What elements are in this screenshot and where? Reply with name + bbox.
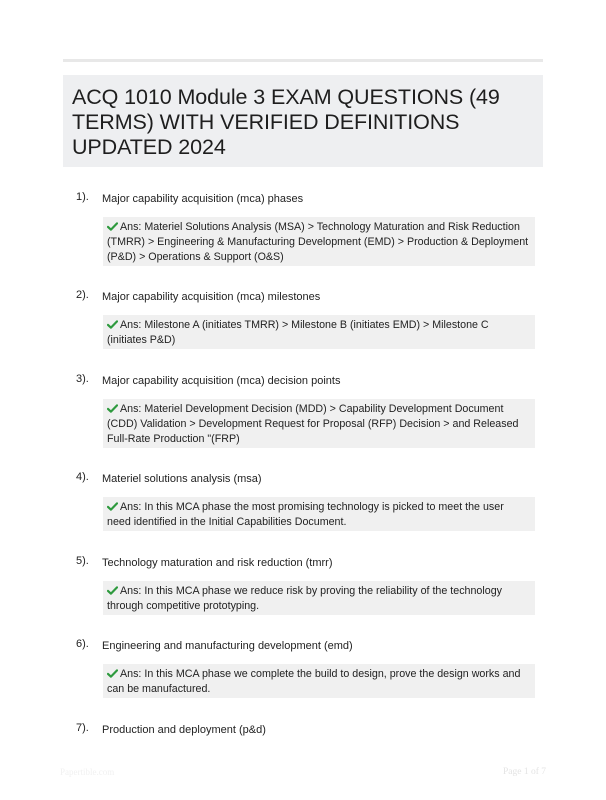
answer-box <box>103 664 535 698</box>
check-icon <box>107 586 118 595</box>
check-icon <box>107 320 118 329</box>
question-number: 5). <box>76 555 89 567</box>
footer-watermark: Papertible.com <box>60 767 115 777</box>
answer-text: Ans: In this MCA phase the most promising technology is picked to meet the user need identified in the Initial Capabilities Document. <box>107 501 504 528</box>
question-text: Materiel solutions analysis (msa) <box>102 473 262 485</box>
answer-text: Ans: Materiel Development Decision (MDD) > Capability Development Document (CDD) Validation > Development Request for Proposal (RFP) Decision > and Released Full-Rate Production "(FRP) <box>107 403 519 445</box>
check-icon <box>107 502 118 511</box>
answer-box <box>103 217 535 266</box>
answer-box <box>103 497 535 531</box>
answer-text: Ans: In this MCA phase we reduce risk by proving the reliability of the technology through competitive prototyping. <box>107 585 502 612</box>
check-icon <box>107 222 118 231</box>
check-icon <box>107 404 118 413</box>
question-number: 7). <box>76 722 89 734</box>
question-text: Technology maturation and risk reduction (tmrr) <box>102 557 333 569</box>
question-text: Major capability acquisition (mca) phases <box>102 193 304 205</box>
page-number: Page 1 of 7 <box>503 767 547 777</box>
question-number: 3). <box>76 373 89 385</box>
document-title: ACQ 1010 Module 3 EXAM QUESTIONS (49 TERMS) WITH VERIFIED DEFINITIONS UPDATED 2024 <box>72 85 500 159</box>
answer-text: Ans: Milestone A (initiates TMRR) > Milestone B (initiates EMD) > Milestone C (initiates P&D) <box>107 319 489 346</box>
answer-box <box>103 399 535 448</box>
check-icon <box>107 669 118 678</box>
question-number: 1). <box>76 191 89 203</box>
question-text: Major capability acquisition (mca) milestones <box>102 291 321 303</box>
question-text: Engineering and manufacturing development (emd) <box>102 640 353 652</box>
answer-text: Ans: Materiel Solutions Analysis (MSA) > Technology Maturation and Risk Reduction (TMRR) > Engineering & Manufacturing Development (EMD) > Production & Deployment (P&D) > Operations & Support (O&S) <box>107 221 529 263</box>
question-number: 2). <box>76 289 89 301</box>
top-divider <box>63 59 543 62</box>
title-box <box>63 75 543 167</box>
question-number: 6). <box>76 638 89 650</box>
answer-box <box>103 581 535 615</box>
question-text: Major capability acquisition (mca) decision points <box>102 375 341 387</box>
question-number: 4). <box>76 471 89 483</box>
answer-text: Ans: In this MCA phase we complete the build to design, prove the design works and can be manufactured. <box>107 668 521 695</box>
question-text: Production and deployment (p&d) <box>102 724 266 736</box>
answer-box <box>103 315 535 349</box>
